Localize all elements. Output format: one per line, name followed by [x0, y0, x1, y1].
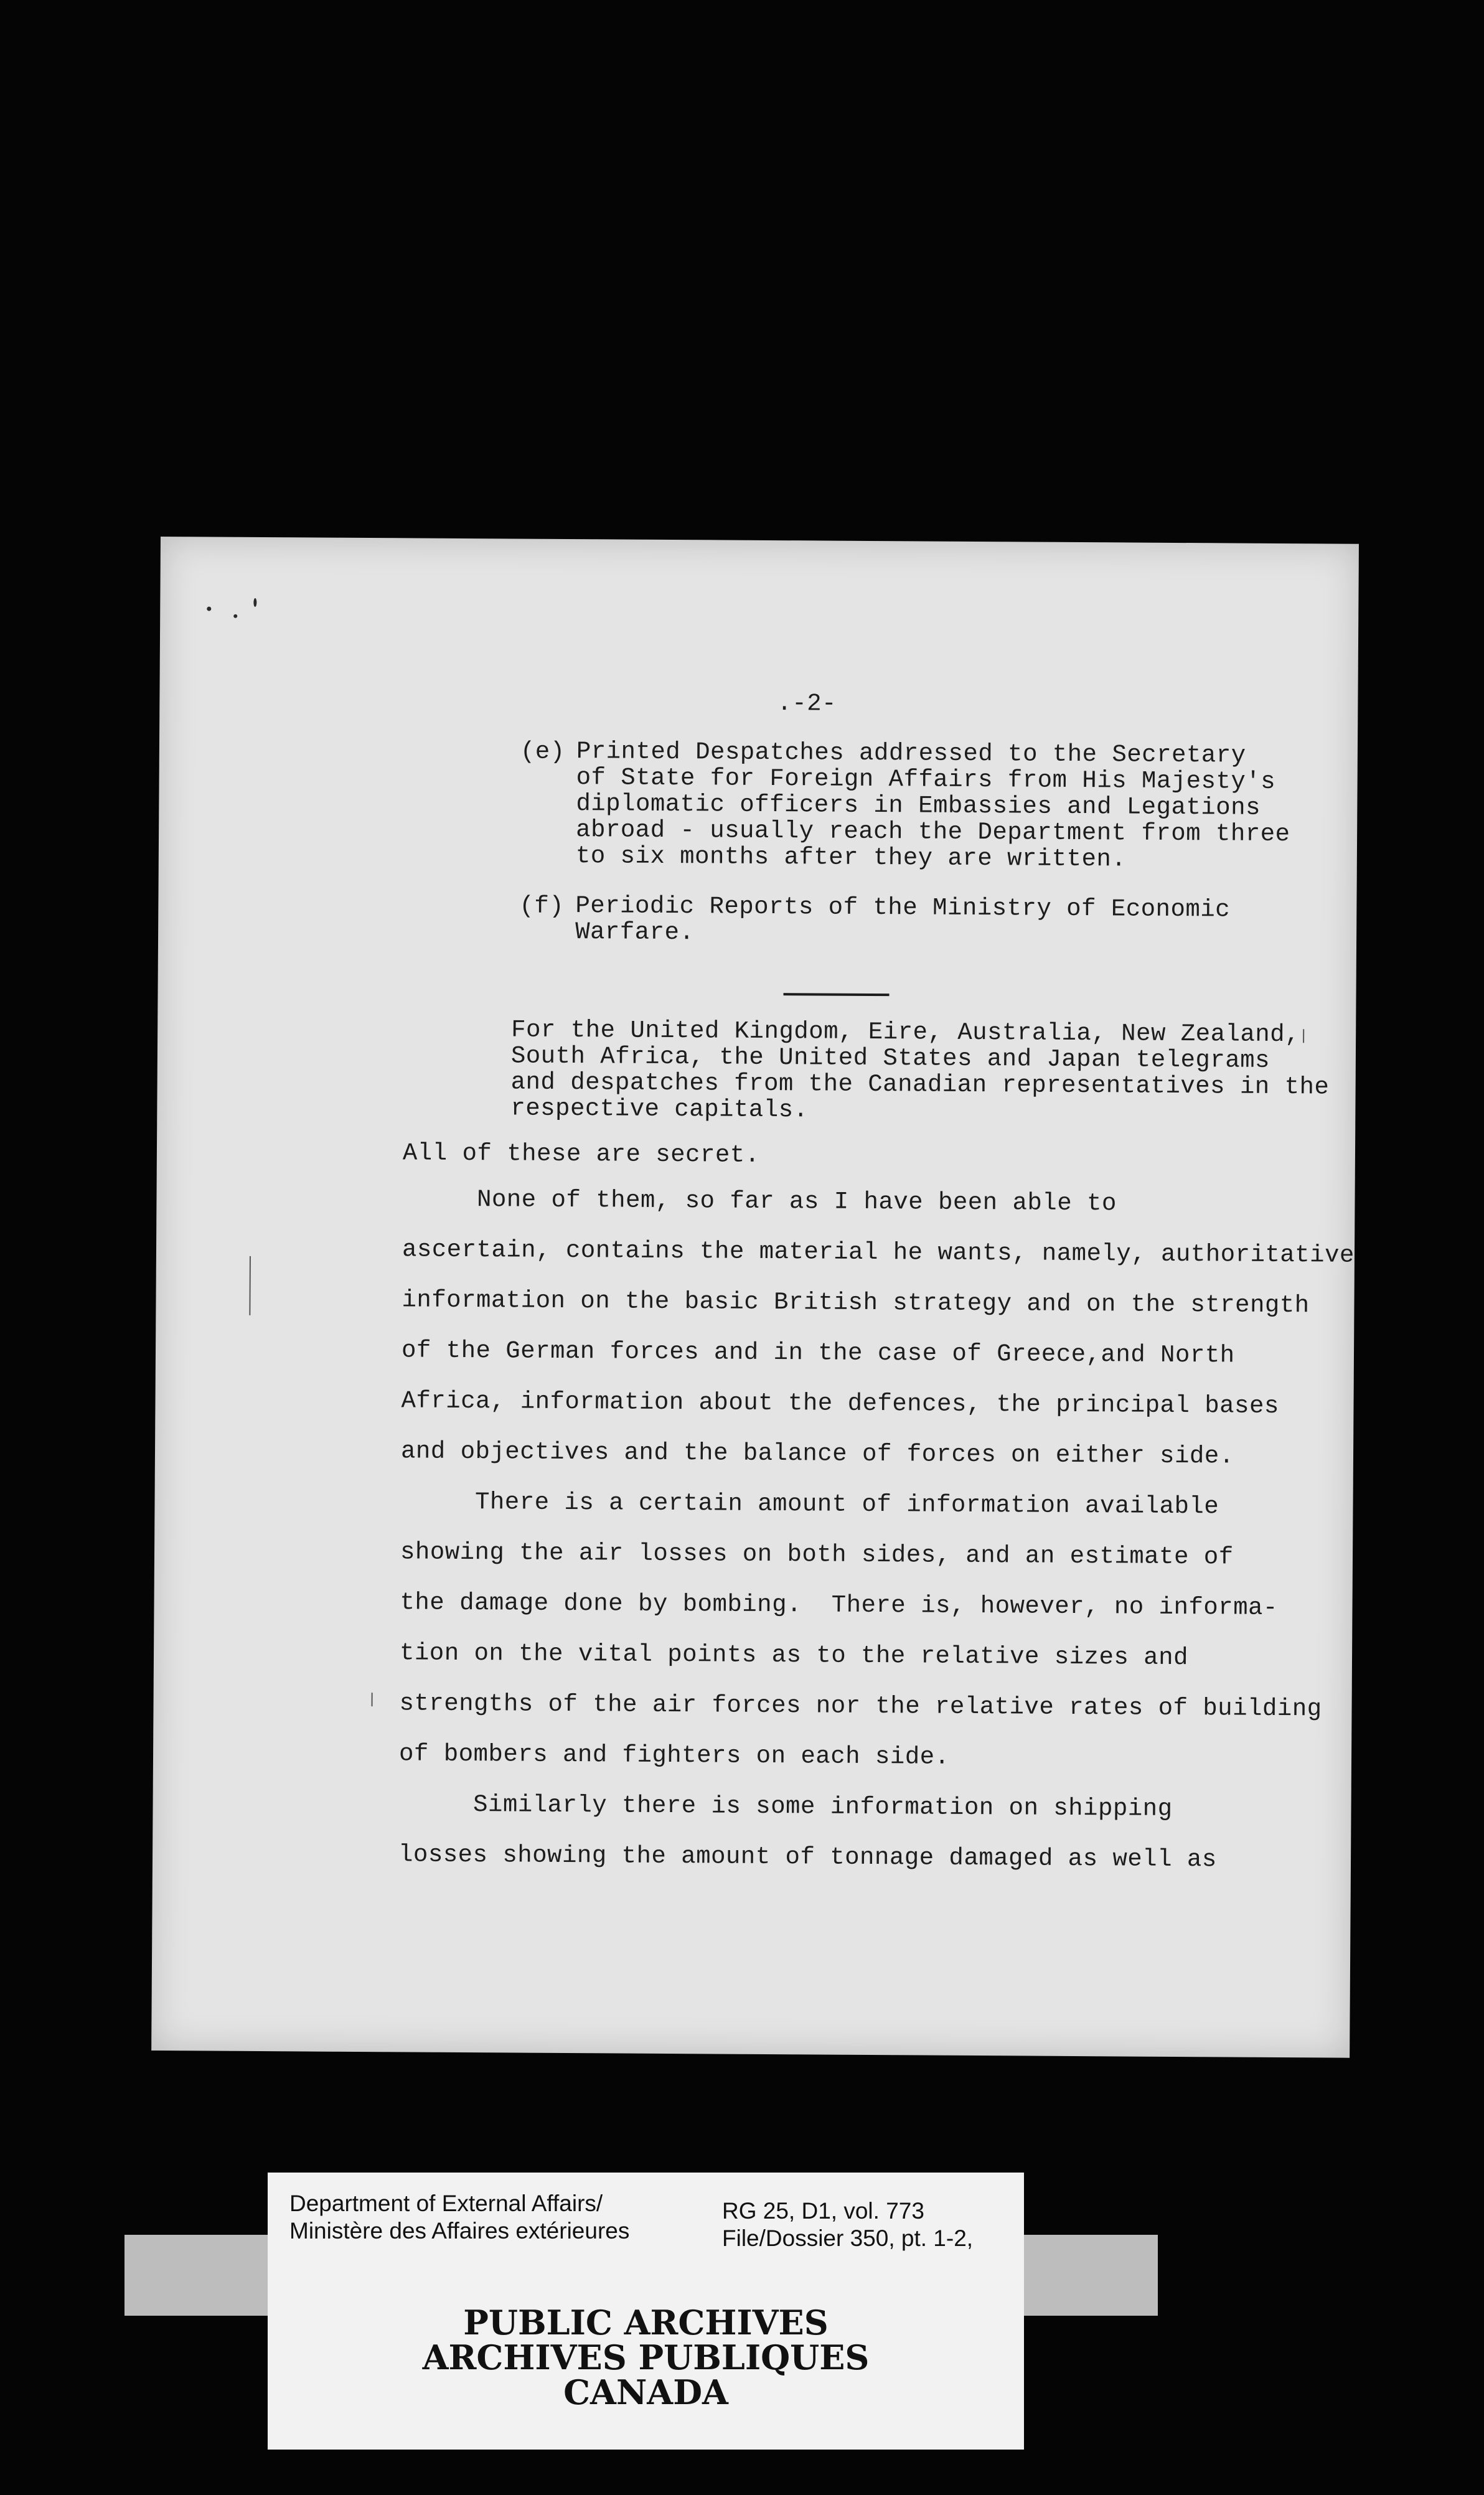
- stamp-public-archives: PUBLIC ARCHIVES: [463, 2303, 829, 2342]
- note-line: respective capitals.: [510, 1094, 809, 1124]
- department-french: Ministère des Affaires extérieures: [289, 2218, 630, 2244]
- note-line: South Africa, the United States and Japan telegrams: [510, 1042, 1270, 1074]
- item-e-text: [161, 537, 1359, 873]
- scan-speck: [233, 614, 237, 618]
- item-f-marker: (f): [519, 892, 565, 920]
- item-e-line: diplomatic officers in Embassies and Legations: [576, 790, 1261, 822]
- item-f-line: Periodic Reports of the Ministry of Economic: [575, 892, 1231, 924]
- scan-speck: [207, 606, 211, 611]
- body-line: losses showing the amount of tonnage damaged as well as: [398, 1841, 1217, 1874]
- body-line: information on the basic British strategy and on the strength: [402, 1286, 1310, 1320]
- body-line: of the German forces and in the case of Greece,and North: [401, 1337, 1235, 1370]
- stamp-canada: CANADA: [563, 2372, 728, 2412]
- separator-rule: [784, 993, 890, 996]
- file-dossier-reference: File/Dossier 350, pt. 1-2,: [722, 2225, 974, 2251]
- body-line: the damage done by bombing. There is, however, no informa-: [400, 1589, 1278, 1622]
- item-e-line: abroad - usually reach the Department from three: [576, 816, 1290, 848]
- body-line: tion on the vital points as to the relative sizes and: [399, 1639, 1189, 1672]
- scan-mark: [1303, 1029, 1304, 1043]
- scan-mark: [372, 1693, 373, 1706]
- record-group-reference: RG 25, D1, vol. 773: [722, 2198, 924, 2224]
- item-e-line: Printed Despatches addressed to the Secretary: [576, 738, 1246, 769]
- item-e-line: to six months after they are written.: [575, 842, 1127, 873]
- body-line: ascertain, contains the material he wants, namely, authoritative: [402, 1236, 1355, 1269]
- body-line: Africa, information about the defences, the principal bases: [401, 1387, 1279, 1421]
- scan-speck: [253, 598, 256, 607]
- body-line: None of them, so far as I have been able to: [402, 1185, 1117, 1218]
- body-line: strengths of the air forces nor the relative rates of building: [399, 1689, 1322, 1723]
- page-number: .-2-: [777, 690, 837, 718]
- item-e-marker: (e): [520, 738, 565, 766]
- note-line: and despatches from the Canadian representatives in the: [510, 1068, 1330, 1101]
- archive-stamp-card: [268, 2300, 1024, 2450]
- body-line: of bombers and fighters on each side.: [398, 1740, 950, 1771]
- item-e-line: of State for Foreign Affairs from His Majesty's: [576, 764, 1276, 796]
- archive-reference-card: [268, 2173, 1024, 2300]
- stamp-archives-publiques: ARCHIVES PUBLIQUES: [422, 2338, 870, 2377]
- body-line: There is a certain amount of information available: [400, 1488, 1219, 1521]
- body-line: showing the air losses on both sides, and an estimate of: [400, 1538, 1234, 1571]
- note-line: For the United Kingdom, Eire, Australia, New Zealand,: [511, 1016, 1300, 1049]
- body-line: Similarly there is some information on shipping: [398, 1790, 1173, 1823]
- scan-mark: [249, 1256, 251, 1315]
- item-f-line: Warfare.: [575, 918, 695, 947]
- secrecy-statement: All of these are secret.: [402, 1139, 760, 1169]
- body-line: and objectives and the balance of forces on either side.: [400, 1437, 1234, 1470]
- document-page: [151, 537, 1359, 2058]
- department-english: Department of External Affairs/: [289, 2191, 603, 2216]
